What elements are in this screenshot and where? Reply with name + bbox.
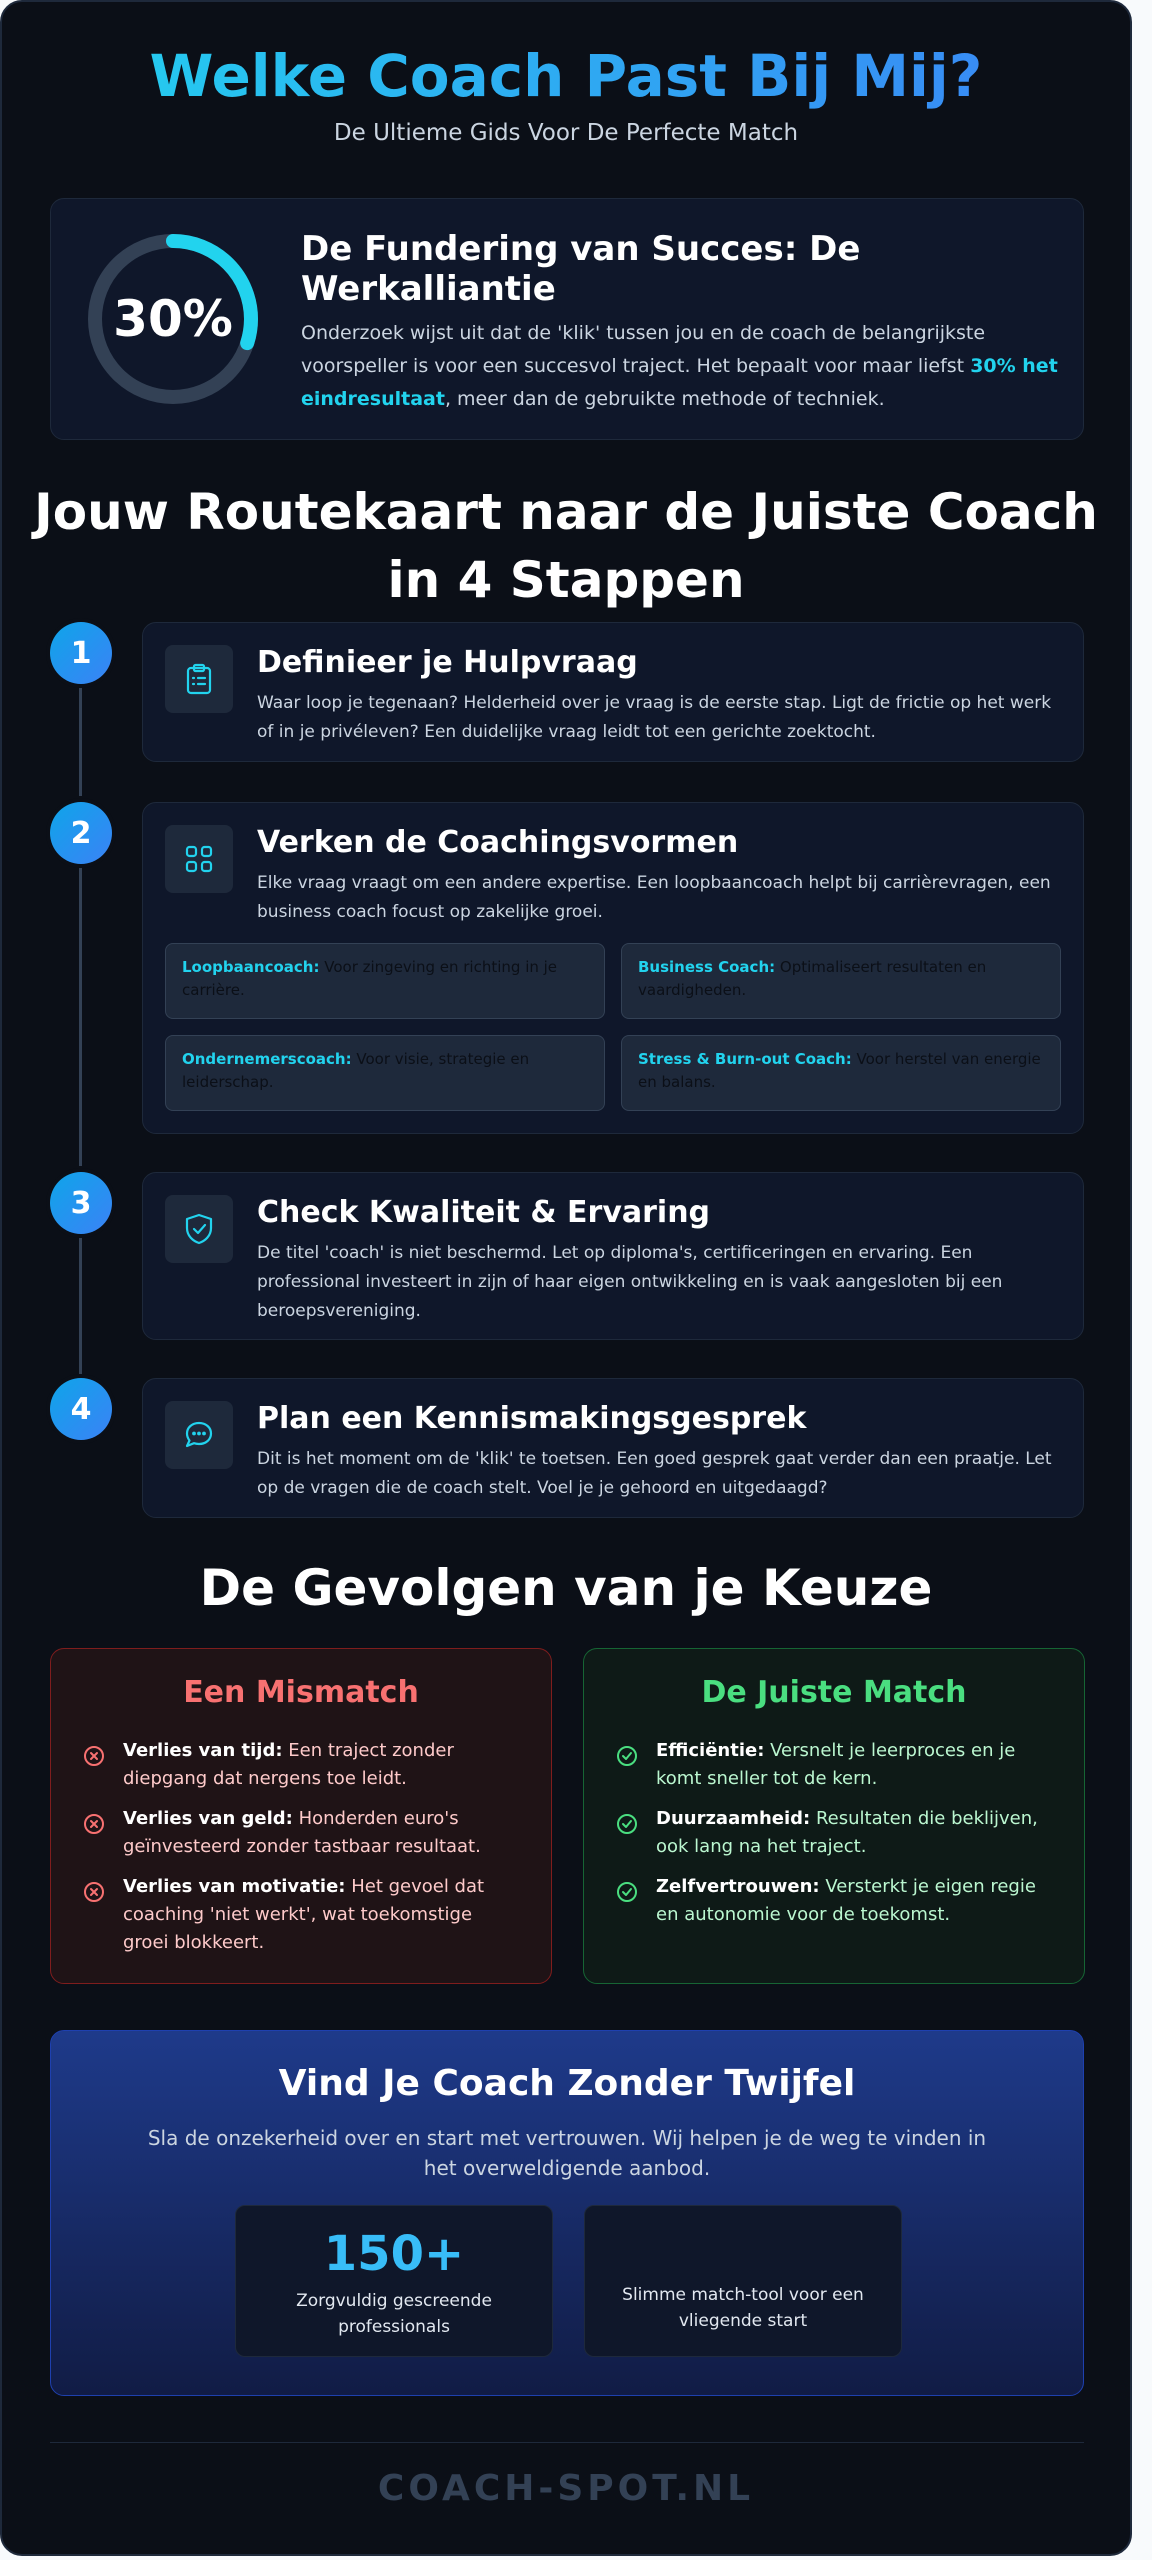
step-text: Elke vraag vraagt om een andere expertise. Een loopbaancoach helpt bij carrièrevragen, een business coach focust op zakelijke groei. [257, 873, 1051, 922]
timeline-connector [79, 868, 82, 1166]
coach-type-name: Loopbaancoach: [182, 958, 320, 976]
coach-type-name: Ondernemerscoach: [182, 1050, 352, 1068]
coach-type-box: Ondernemerscoach: Voor visie, strategie en leiderschap. [165, 1035, 605, 1111]
footer-divider [50, 2442, 1084, 2443]
timeline-connector [79, 688, 82, 796]
cta-section [50, 2030, 1084, 2396]
step-text: Dit is het moment om de 'klik' te toetsen. Een goed gesprek gaat verder dan een praatje. Let op de vragen die de coach stelt. Voel je je gehoord en uitgedaagd? [257, 1449, 1052, 1498]
percentage-value: 30% [113, 290, 233, 348]
step-title: Verken de Coachingsvormen [257, 825, 739, 860]
stat-card-professionals [235, 2205, 553, 2357]
roadmap-title: Jouw Routekaart naar de Juiste Coach in 4 Stappen [34, 483, 1098, 609]
coach-type-name: Stress & Burn-out Coach: [638, 1050, 852, 1068]
step-number-2: 2 [50, 802, 112, 864]
page-subtitle: De Ultieme Gids Voor De Perfecte Match [333, 120, 799, 146]
coach-type-box: Loopbaancoach: Voor zingeving en richting in je carrière. [165, 943, 605, 1019]
step-card-2 [142, 802, 1084, 1134]
mismatch-item: Verlies van tijd: Een traject zonder diepgang dat nergens toe leidt. [123, 1740, 454, 1789]
cta-title: Vind Je Coach Zonder Twijfel [278, 2063, 856, 2104]
mismatch-title: Een Mismatch [183, 1675, 419, 1710]
match-title: De Juiste Match [701, 1675, 967, 1710]
step-number-3: 3 [50, 1172, 112, 1234]
foundation-text: Onderzoek wijst uit dat de 'klik' tussen jou en de coach de belangrijkste voorspeller is voor een succesvol traject. Het bepaalt voor maar liefst 30% het eindresultaat, meer dan de gebruikte methode of techniek. [301, 322, 1058, 410]
match-box [583, 1648, 1085, 1984]
match-item: Efficiëntie: Versnelt je leerproces en je komt sneller tot de kern. [656, 1740, 1016, 1789]
mismatch-item: Verlies van geld: Honderden euro's geïnvesteerd zonder tastbaar resultaat. [123, 1808, 481, 1857]
stat-value: 150+ [323, 2226, 465, 2282]
check-circle-icon [616, 1745, 638, 1767]
mismatch-item: Verlies van motivatie: Het gevoel dat coaching 'niet werkt', wat toekomstige groei blokkeert. [123, 1876, 485, 1953]
step-title: Check Kwaliteit & Ervaring [257, 1195, 711, 1230]
step-card-3 [142, 1172, 1084, 1340]
grid-icon [165, 825, 233, 893]
coach-type-box: Stress & Burn-out Coach: Voor herstel van energie en balans. [621, 1035, 1061, 1111]
footer-brand: COACH-SPOT.NL [377, 2468, 755, 2509]
x-circle-icon [83, 1881, 105, 1903]
page-title: Welke Coach Past Bij Mij? [2, 42, 1130, 110]
check-circle-icon [616, 1881, 638, 1903]
stat-label: Slimme match-tool voor een vliegende start [622, 2285, 864, 2331]
step-number-1: 1 [50, 622, 112, 684]
step-text: De titel 'coach' is niet beschermd. Let op diploma's, certificeringen en ervaring. Een professional investeert in zijn of haar eigen ontwikkeling en is vaak aangesloten bij een beroepsvereniging. [257, 1243, 1003, 1321]
step-text: Waar loop je tegenaan? Helderheid over je vraag is de eerste stap. Ligt de frictie op het werk of in je privéleven? Een duidelijke vraag leidt tot een gerichte zoektocht. [257, 693, 1052, 742]
check-circle-icon [616, 1813, 638, 1835]
x-circle-icon [83, 1813, 105, 1835]
coach-type-name: Business Coach: [638, 958, 776, 976]
coach-type-box: Business Coach: Optimaliseert resultaten en vaardigheden. [621, 943, 1061, 1019]
x-circle-icon [83, 1745, 105, 1767]
match-item: Duurzaamheid: Resultaten die beklijven, ook lang na het traject. [656, 1808, 1038, 1857]
cta-text: Sla de onzekerheid over en start met vertrouwen. Wij helpen je de weg te vinden in het overweldigende aanbod. [147, 2126, 987, 2180]
shield-check-icon [165, 1195, 233, 1263]
clipboard-icon [165, 645, 233, 713]
stat-card-match-tool [584, 2205, 902, 2357]
mismatch-box [50, 1648, 552, 1984]
timeline-connector [79, 1238, 82, 1374]
stat-label: Zorgvuldig gescreende professionals [296, 2291, 492, 2337]
step-number-4: 4 [50, 1378, 112, 1440]
foundation-title: De Fundering van Succes: De Werkalliantie [301, 229, 861, 309]
match-item: Zelfvertrouwen: Versterkt je eigen regie en autonomie voor de toekomst. [656, 1876, 1036, 1925]
chat-bubble-icon [165, 1401, 233, 1469]
step-card-4 [142, 1378, 1084, 1518]
foundation-highlight: 30% het eindresultaat [301, 355, 1058, 410]
step-card-1 [142, 622, 1084, 762]
consequences-title: De Gevolgen van je Keuze [199, 1559, 933, 1617]
foundation-section [50, 198, 1084, 440]
step-title: Plan een Kennismakingsgesprek [257, 1401, 807, 1436]
step-title: Definieer je Hulpvraag [257, 645, 638, 680]
